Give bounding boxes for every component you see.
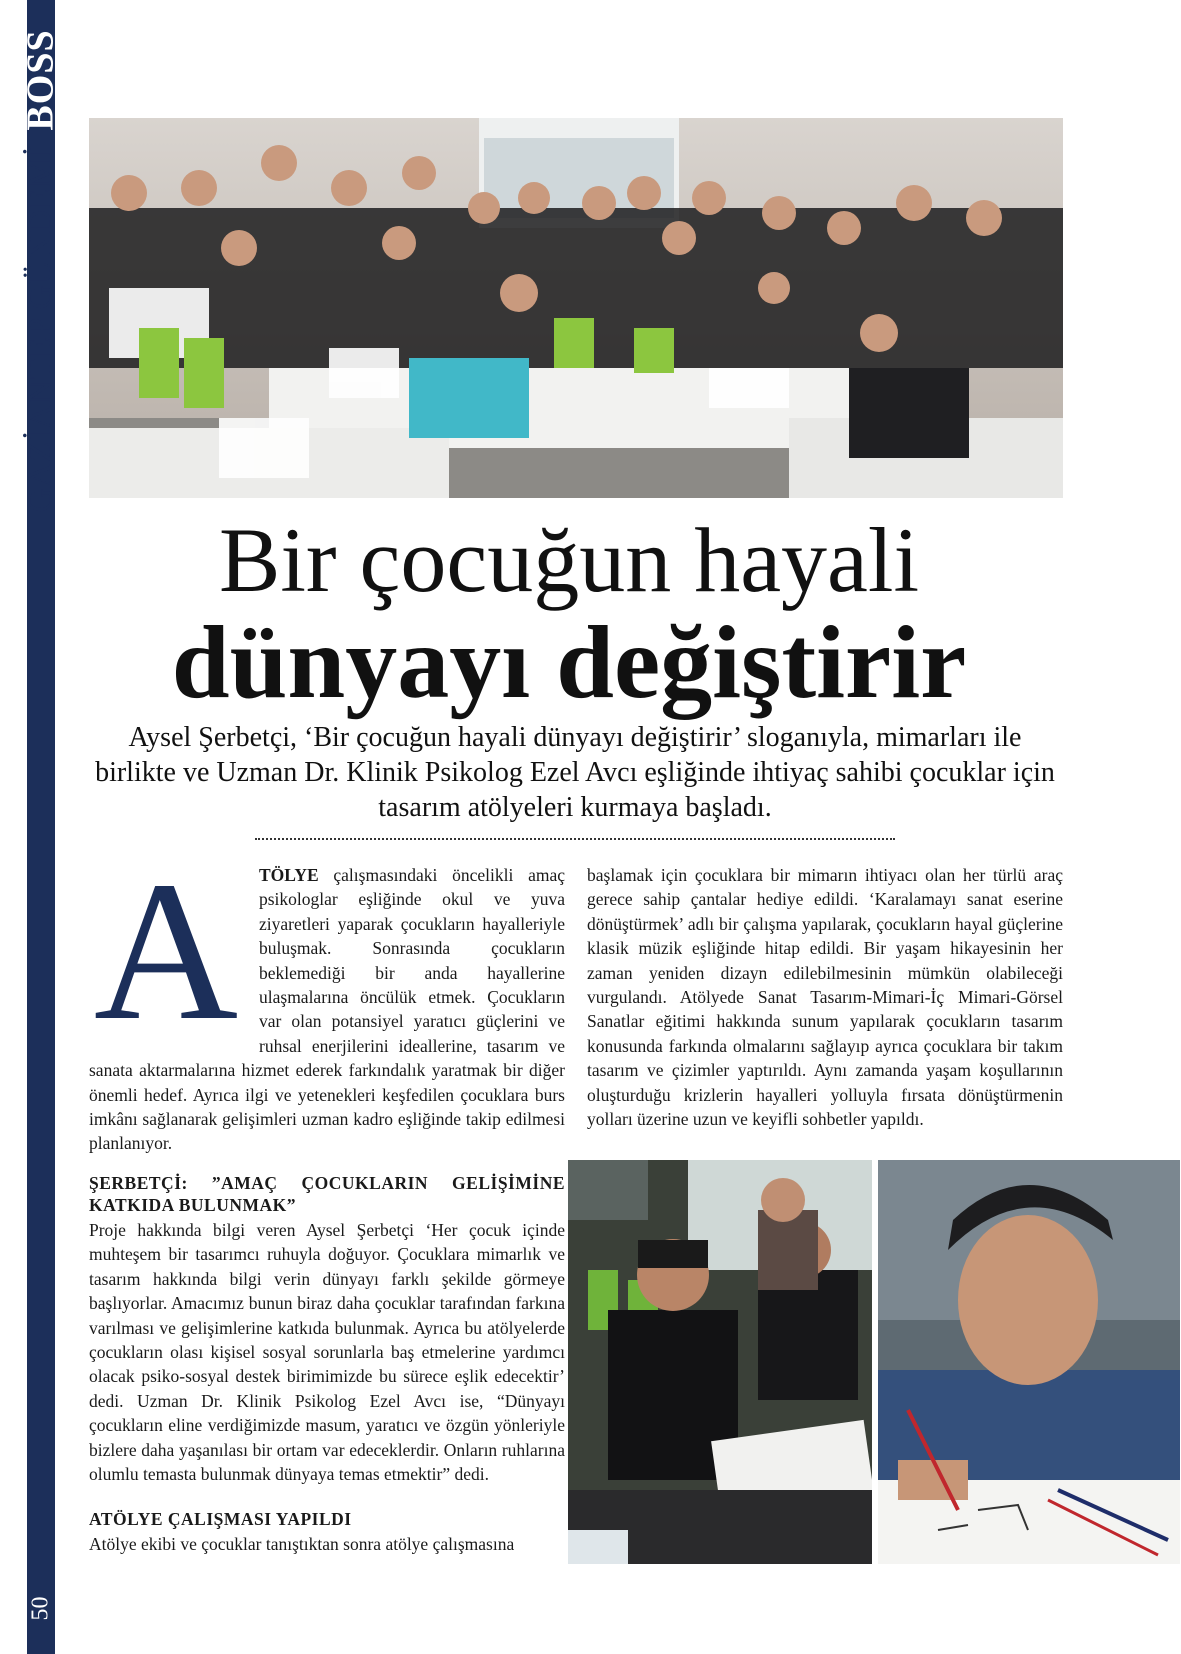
brand-text: BOSS — [20, 29, 63, 131]
intro-bold-word: TÖLYE — [259, 865, 319, 885]
group-photo-scene — [89, 118, 1063, 498]
article-column-left — [89, 841, 565, 1156]
drop-cap: A — [93, 841, 239, 1062]
page-number-box — [27, 1578, 55, 1638]
headline — [89, 509, 1049, 720]
headline-line-2: dünyayı değiştirir — [171, 605, 967, 720]
right-column-paragraph: başlamak için çocuklara bir mimarın ihtiyacı olan her türlü araç gerece sahip çantalar hediye edildi. ‘Karalamayı sanat eserine dönüştürmek’ adlı bir çalışma yapılarak, çocukların hayal güçlerine klasik müzik eşliğinde hitap edildi. Bir yaşam hikayesinin her zaman yeniden dizayn edilebilmesinin mümkün olabileceği vurgulandı. Atölyede Sanat Tasarım-Mimari-İç Mimari-Görsel Sanatlar eğitimi hakkında sunum yapılarak çocukların tasarım konusunda farkında olmalarını sağlayıp ayrıca çocuklara bir takım tasarım ve çizimler yaptırıldı. Aynı zamanda yaşam koşullarının oluşturduğu krizlerin hayalleri yolluyla fırsata dönüştürmenin yolları üzerine uzun ve keyifli sohbetler yapıldı. — [587, 865, 1063, 1130]
page-number: 50 — [27, 1596, 54, 1620]
child-drawing-photo — [878, 1160, 1180, 1564]
child-drawing-photo-scene — [878, 1160, 1180, 1564]
section-heading-1: ŞERBETÇİ: ”AMAÇ ÇOCUKLARIN GELİŞİMİNE KATKIDA BULUNMAK” — [89, 1173, 565, 1215]
article-column-left-bottom — [89, 1172, 565, 1557]
group-photo — [89, 118, 1063, 498]
section-heading-2: ATÖLYE ÇALIŞMASI YAPILDI — [89, 1509, 352, 1530]
lead-paragraph: Aysel Şerbetçi, ‘Bir çocuğun hayali dünyayı değiştirir’ sloganıyla, mimarları ile birlikte ve Uzman Dr. Klinik Psikolog Ezel Avcı eşliğinde ihtiyaç sahibi çocuklar için tasarım atölyeleri kurmaya başladı. — [95, 722, 1055, 823]
section-paragraph-2: Atölye ekibi ve çocuklar tanıştıktan sonra atölye çalışmasına — [89, 1534, 515, 1555]
section-paragraph-1: Proje hakkında bilgi veren Aysel Şerbetçi ‘Her çocuk içinde muhteşem bir tasarımcı ruhuyla doğuyor. Çocuklara mimarlık ve tasarım hakkında bilgi verin dünyayı farklı şekilde görmeye başlıyorlar. Amacımız bunun biraz daha çocuklar tarafından farkına varılması ve gelişimlerine katkıda bulunmak. Ayrıca bu atölyelerde çocukların olası kişisel sosyal sorunlarla baş etmelerine yardımcı olacak psiko-sosyal destek birimimizde bu sürece eşlik edecektir’ dedi. Uzman Dr. Klinik Psikolog Ezel Avcı ise, “Dünyayı çocukların eline verdiğimizde masum, yaratıcı ve özgün yönleriyle bizlere daha yaşanılası bir ortam var edeceklerdir. Onların ruhlarına olumlu temasta bulunmak dünyaya temas etmektir” dedi. — [89, 1220, 565, 1485]
headline-line-1: Bir çocuğun hayali — [218, 509, 920, 611]
sidebar-rule — [50, 500, 52, 1580]
intro-text: çalışmasındaki öncelikli amaç psikologlar eşliğinde okul ve yuva ziyaretleri yaparak çocukların hayalleriyle buluşmak. Sonrasında çocukların beklemediği bir anda hayallerine ulaşmalarına öncülük etmek. Çocukların var olan potansiyel yaratıcı güçlerini ve ruhsal enerjilerini ideallerine, tasarım ve sanata aktarmalarına hizmet ederek farkındalık yaratmak bir diğer önemli hedef. Ayrıca ilgi ve yetenekleri keşfedilen çocuklara burs imkânı sağlanarak gelişimleri uzman kadro eşliğinde takip edilmesi planlanıyor. — [89, 865, 565, 1154]
workshop-photo-scene — [568, 1160, 872, 1564]
section-label-text: GAZİANTEP GÜNDEMİ — [22, 145, 59, 513]
workshop-photo — [568, 1160, 872, 1564]
article-column-right — [587, 863, 1063, 1131]
dotted-divider — [255, 838, 895, 840]
